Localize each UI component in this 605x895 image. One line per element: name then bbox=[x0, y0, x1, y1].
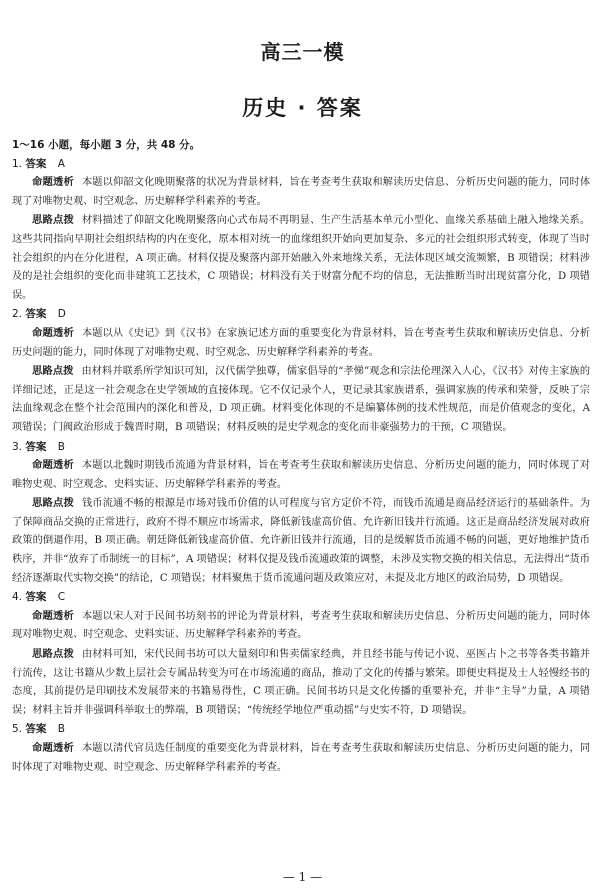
page-number: — 1 — bbox=[282, 870, 323, 884]
hint-text: 材料描述了仰韶文化晚期聚落向心式布局不再明显、生产生活基本单元小型化、血缘关系基础上融入地缘关系。这些共同指向早期社会组织结构的内在变化，原本相对统一的血缘组织开始向更加复杂、多元的社会组织形式转变，体现了当时社会组织的内在分化进程，A 项正确。材料仅提及聚落内部开始融入外来地缘关系，无法体现区域交流频繁，B 项错误；材料涉及的是社会组织的变化而非建筑工艺技术，C 项错误；材料没有关于财富分配不均的信息，无法推断当时出现贫富分化，D 项错误。 bbox=[12, 215, 591, 301]
analysis-label: 命题透析 bbox=[32, 326, 74, 339]
analysis-paragraph bbox=[12, 324, 590, 362]
hint-label: 思路点拨 bbox=[32, 497, 74, 510]
answer-line-5 bbox=[12, 720, 590, 739]
hint-text: 钱币流通不畅的根源是市场对钱币价值的认可程度与官方定价不符，而钱币流通是商品经济运行的基础条件。为了保障商品交换的正常进行，政府不得不顺应市场需求，降低新钱虚高价值、允许新旧钱并行流通。这正是商品经济发展对政府政策的倒逼作用，B 项正确。朝廷降低新钱虚高价值、允许新旧钱并行流通，目的是缓解货币流通不畅的问题，更好地维护货币秩序，并非“放弃了币制统一的目标”，A 项错误；材料仅提及钱币流通政策的调整，未涉及实物交换的相关信息，无法得出“货币经济逐渐取代实物交换”的结论，C 项错误；材料聚焦于货币流通问题及政策应对，未提及北方地区的政治局势，D 项错误。 bbox=[12, 498, 591, 584]
hint-label: 思路点拨 bbox=[32, 648, 74, 661]
answer-label: 答案 bbox=[25, 440, 47, 453]
hint-label: 思路点拨 bbox=[32, 365, 74, 378]
analysis-paragraph bbox=[12, 607, 590, 645]
question-number: 4. bbox=[12, 591, 23, 604]
answer-line-4 bbox=[12, 588, 590, 607]
analysis-text: 本题以清代官员选任制度的重要变化为背景材料，旨在考查考生获取和解读历史信息、分析历史问题的能力，同时体现了对唯物史观、时空观念、历史解释学科素养的考查。 bbox=[12, 743, 591, 773]
answer-label: 答案 bbox=[25, 308, 47, 321]
analysis-text: 本题以宋人对于民间书坊刻书的评论为背景材料，考查考生获取和解读历史信息、分析历史问题的能力，同时体现对唯物史观、时空观念、史料实证、历史解释学科素养的考查。 bbox=[12, 610, 591, 641]
answer-label: 答案 bbox=[25, 157, 47, 170]
hint-text: 由材料可知，宋代民间书坊可以大量刻印和售卖儒家经典，并且经书能与传记小说、巫医占卜之书等各类书籍并行流传，这让书籍从少数上层社会专属品转变为可在市场流通的商品，推动了文化的传播与繁荣。即便史料提及士人轻慢经书的态度，其前提仍是印刷技术发展带来的书籍易得性，C 项正确。民间书坊只是文化传播的重要补充，并非“主导”力量，A 项错误；材料主旨并非强调科举取士的弊端，B 项错误；“传统经学地位严重动摇”与史实不符，D 项错误。 bbox=[12, 649, 591, 716]
hint-label: 思路点拨 bbox=[32, 214, 74, 227]
answer-content bbox=[12, 136, 590, 777]
hint-paragraph bbox=[12, 362, 590, 437]
question-number: 1. bbox=[12, 157, 23, 170]
hint-text: 由材料并联系所学知识可知，汉代儒学独尊，儒家倡导的“孝悌”观念和宗法伦理深入人心，《汉书》对传主家族的详细记述，正是这一社会观念在史学领域的直接体现。它不仅记录个人，更记录其家族谱系，强调家族的传承和荣誉，反映了宗法血缘观念在整个社会范围内的深化和普及，D 项正确。材料变化体现的不是编纂体例的技术性规范，而是价值观念的变化，A 项错误；门阀政治形成于魏晋时期，B 项错误；材料反映的是史学观念的变化而非豪强势力的干预，C 项错误。 bbox=[12, 366, 591, 433]
answer-line-1 bbox=[12, 155, 590, 174]
hint-paragraph bbox=[12, 211, 590, 305]
analysis-label: 命题透析 bbox=[32, 742, 74, 754]
answer-line-3 bbox=[12, 438, 590, 457]
hint-paragraph bbox=[12, 494, 590, 588]
analysis-paragraph bbox=[12, 739, 590, 777]
answer-value: B bbox=[57, 440, 65, 453]
analysis-paragraph bbox=[12, 456, 590, 494]
analysis-label: 命题透析 bbox=[32, 459, 74, 472]
answer-label: 答案 bbox=[25, 591, 47, 604]
analysis-text: 本题以仰韶文化晚期聚落的状况为背景材料，旨在考查考生获取和解读历史信息、分析历史问题的能力，同时体现了对唯物史观、时空观念、历史解释学科素养的考查。 bbox=[12, 177, 591, 207]
answer-value: B bbox=[57, 723, 65, 736]
answer-line-2 bbox=[12, 305, 590, 324]
answer-label: 答案 bbox=[25, 723, 47, 736]
answer-value: C bbox=[57, 591, 66, 604]
section-intro: 1～16 小题，每小题 3 分，共 48 分。 bbox=[12, 139, 201, 151]
analysis-paragraph bbox=[12, 173, 590, 211]
hint-paragraph bbox=[12, 645, 590, 720]
analysis-text: 本题以北魏时期钱币流通为背景材料，旨在考查考生获取和解读历史信息、分析历史问题的能力，同时体现了对唯物史观、时空观念、史料实证、历史解释学科素养的考查。 bbox=[12, 460, 591, 490]
analysis-label: 命题透析 bbox=[32, 609, 74, 622]
question-number: 3. bbox=[12, 440, 23, 453]
answer-value: A bbox=[57, 157, 65, 170]
subject-title: 历史 · 答案 bbox=[242, 96, 363, 120]
question-number: 5. bbox=[12, 723, 23, 736]
answer-value: D bbox=[57, 308, 66, 321]
question-number: 2. bbox=[12, 308, 23, 321]
analysis-text: 本题以从《史记》到《汉书》在家族记述方面的重要变化为背景材料，旨在考查考生获取和解读历史信息、分析历史问题的能力，同时体现了对唯物史观、时空观念、历史解释学科素养的考查。 bbox=[12, 327, 591, 358]
analysis-label: 命题透析 bbox=[32, 176, 74, 189]
exam-title: 高三一模 bbox=[260, 40, 345, 64]
